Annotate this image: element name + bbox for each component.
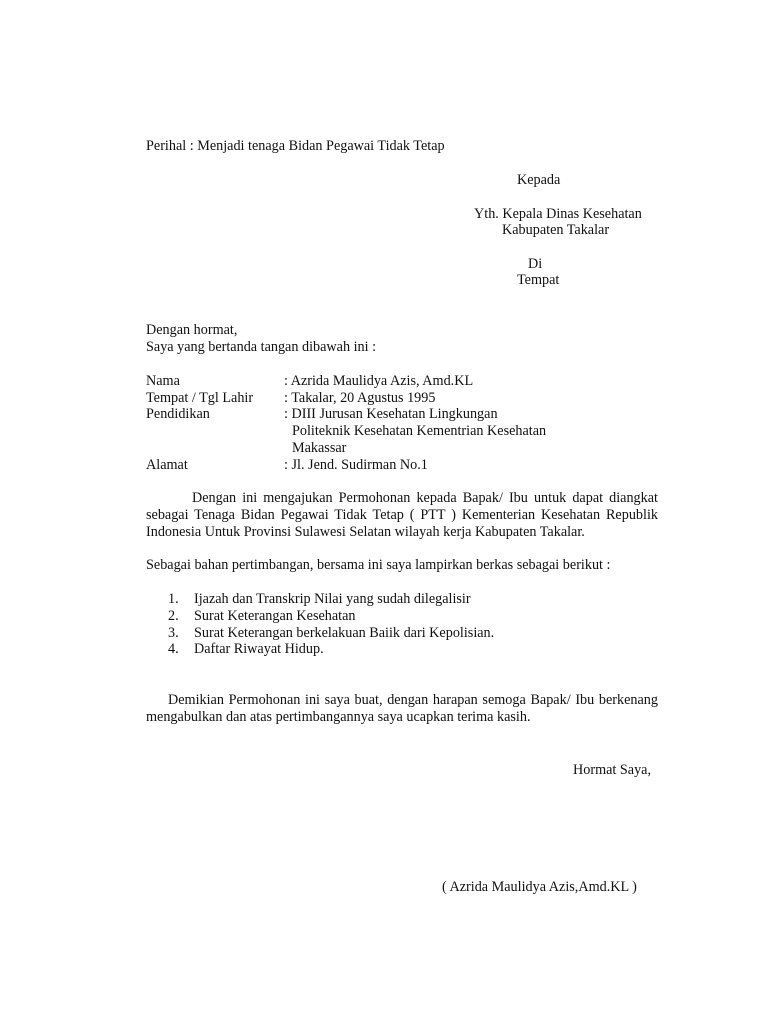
recipient-kepada: Kepada bbox=[517, 172, 561, 188]
list-item-number: 2. bbox=[168, 608, 179, 624]
pendidikan-value-1: : DIII Jurusan Kesehatan Lingkungan bbox=[284, 406, 498, 422]
signature-name: ( Azrida Maulidya Azis,Amd.KL ) bbox=[442, 879, 637, 895]
ttl-label: Tempat / Tgl Lahir bbox=[146, 390, 254, 406]
list-item-number: 4. bbox=[168, 641, 179, 657]
recipient-tempat: Tempat bbox=[517, 272, 560, 288]
list-item-text: Surat Keterangan Kesehatan bbox=[194, 608, 356, 624]
recipient-line1: Yth. Kepala Dinas Kesehatan bbox=[474, 206, 642, 222]
alamat-label: Alamat bbox=[146, 457, 188, 473]
list-item bbox=[168, 591, 471, 608]
recipient-line2: Kabupaten Takalar bbox=[502, 222, 610, 238]
greeting: Dengan hormat, bbox=[146, 322, 238, 338]
pendidikan-label: Pendidikan bbox=[146, 406, 210, 422]
pendidikan-value-2: Politeknik Kesehatan Kementrian Kesehatan bbox=[292, 423, 547, 439]
pendidikan-value-3: Makassar bbox=[292, 440, 347, 456]
list-item bbox=[168, 625, 494, 642]
list-item-text: Daftar Riwayat Hidup. bbox=[194, 641, 324, 657]
nama-label: Nama bbox=[146, 373, 180, 389]
list-item bbox=[168, 641, 324, 658]
closing-paragraph: Demikian Permohonan ini saya buat, dengan harapan semoga Bapak/ Ibu berkenang mengabulkan dan atas pertimbangannya saya ucapkan terima kasih. bbox=[146, 692, 658, 725]
list-item-number: 1. bbox=[168, 591, 179, 607]
nama-value: : Azrida Maulidya Azis, Amd.KL bbox=[284, 373, 474, 389]
signoff: Hormat Saya, bbox=[573, 762, 652, 778]
recipient-di: Di bbox=[528, 256, 543, 272]
list-item bbox=[168, 608, 356, 625]
body-paragraph-1: Dengan ini mengajukan Permohonan kepada Bapak/ Ibu untuk dapat diangkat sebagai Tenaga Bidan Pegawai Tidak Tetap ( PTT ) Kementerian Kesehatan Republik Indonesia Untuk Provinsi Sulawesi Selatan wilayah kerja Kabupaten Takalar. bbox=[146, 490, 658, 540]
subject-line: Perihal : Menjadi tenaga Bidan Pegawai Tidak Tetap bbox=[146, 138, 445, 154]
list-item-text: Surat Keterangan berkelakuan Baiik dari Kepolisian. bbox=[194, 625, 495, 641]
body-paragraph-2: Sebagai bahan pertimbangan, bersama ini saya lampirkan berkas sebagai berikut : bbox=[146, 557, 611, 573]
ttl-value: : Takalar, 20 Agustus 1995 bbox=[284, 390, 436, 406]
intro-line: Saya yang bertanda tangan dibawah ini : bbox=[146, 339, 377, 355]
list-item-number: 3. bbox=[168, 625, 179, 641]
alamat-value: : Jl. Jend. Sudirman No.1 bbox=[284, 457, 428, 473]
list-item-text: Ijazah dan Transkrip Nilai yang sudah dilegalisir bbox=[194, 591, 471, 607]
